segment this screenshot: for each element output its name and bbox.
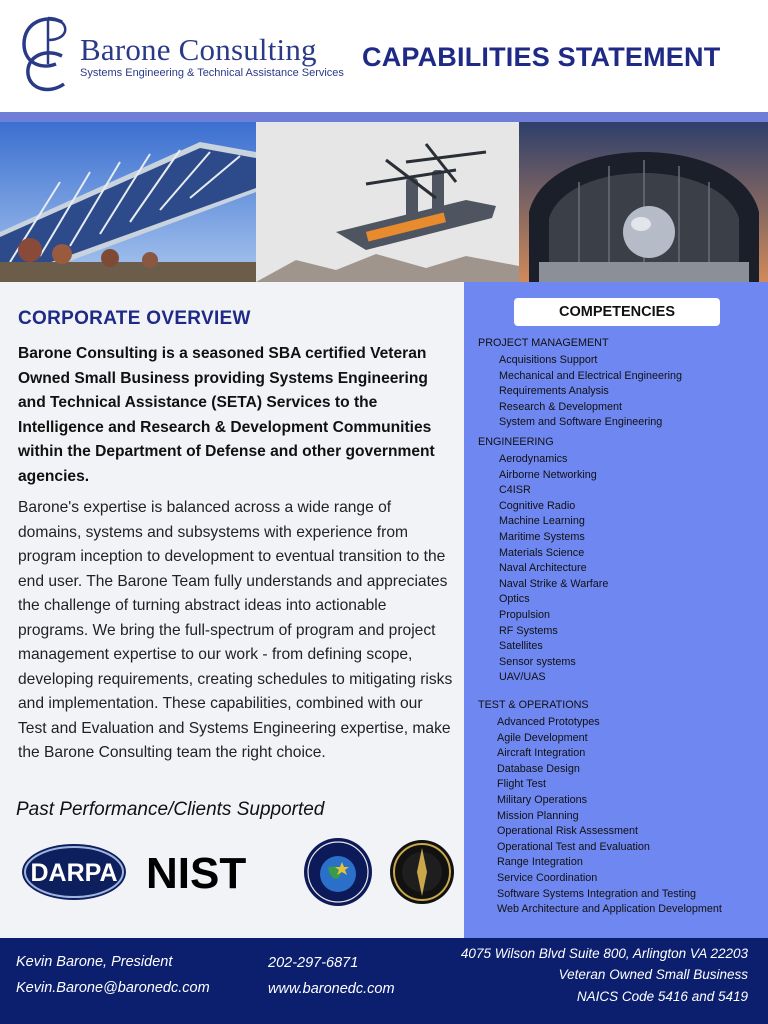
list-item: Naval Strike & Warfare xyxy=(499,577,609,590)
list-item: Satellites xyxy=(499,640,543,653)
intelligence-council-seal xyxy=(304,838,372,906)
list-item: Research & Development xyxy=(499,400,623,413)
engineering-list xyxy=(499,452,608,686)
brand-tagline: Systems Engineering & Technical Assistance Services xyxy=(80,67,344,79)
overview-heading: CORPORATE OVERVIEW xyxy=(18,308,251,329)
list-item: Agile Development xyxy=(497,731,588,744)
list-item: Range Integration xyxy=(497,856,583,869)
list-item: Cognitive Radio xyxy=(499,499,576,512)
list-item: Materials Science xyxy=(499,546,585,559)
list-item: System and Software Engineering xyxy=(499,416,663,429)
list-item: Maritime Systems xyxy=(499,530,585,543)
contact-phone: 202-297-6871 xyxy=(268,955,359,971)
list-item: Optics xyxy=(499,593,530,606)
header xyxy=(0,0,768,112)
list-item: Software Systems Integration and Testing xyxy=(497,887,697,900)
overview-lead-paragraph: Barone Consulting is a seasoned SBA certified Veteran Owned Small Business providing Systems Engineering and Technical Assistance (SETA) Services to the Intelligence and Research & Development Communities within the Department of Defense and other government agencies. xyxy=(18,345,435,485)
list-item: Machine Learning xyxy=(499,515,585,528)
footer xyxy=(0,938,768,1024)
brand-name: Barone Consulting xyxy=(80,32,317,67)
photo-strip xyxy=(0,122,768,282)
hangar-photo xyxy=(519,122,768,282)
list-item: Mechanical and Electrical Engineering xyxy=(499,369,683,382)
barone-logo-icon xyxy=(18,12,78,94)
tiltrotor-aircraft-photo xyxy=(256,122,519,282)
darpa-logo-text: DARPA xyxy=(30,859,118,887)
competencies-heading: COMPETENCIES xyxy=(514,298,720,326)
project-management-list xyxy=(499,353,682,431)
contact-email-link[interactable]: Kevin.Barone@baronedc.com xyxy=(16,980,210,996)
list-item: Propulsion xyxy=(499,608,551,621)
list-item: Mission Planning xyxy=(497,809,579,822)
list-item: Requirements Analysis xyxy=(499,385,609,398)
past-performance-heading: Past Performance/Clients Supported xyxy=(16,799,325,820)
list-item: Sensor systems xyxy=(499,655,576,668)
overview-body-paragraph: Barone's expertise is balanced across a wide range of domains, systems and subsystems with experience from program inception to development to eventual transition to the end user. The Barone Team fully understands and appreciates the challenge of turning abstract ideas into actionable programs. We bring the full-spectrum of program and project management expertise to our work - from defining scope, developing requirements, creating schedules to mitigating risks and implementation. These capabilities, combined with our Test and Evaluation and Systems Engineering expertise, make the Barone Consulting team the right choice. xyxy=(18,499,453,761)
special-operations-seal xyxy=(390,840,454,904)
list-item: Operational Risk Assessment xyxy=(497,825,639,838)
list-item: Acquisitions Support xyxy=(499,354,598,366)
page-title: CAPABILITIES STATEMENT xyxy=(362,42,721,72)
website-link[interactable]: www.baronedc.com xyxy=(268,981,395,997)
list-item: C4ISR xyxy=(499,484,531,497)
list-item: Military Operations xyxy=(497,793,588,806)
list-item: UAV/UAS xyxy=(499,671,546,684)
list-item: Flight Test xyxy=(497,778,547,791)
contact-name: Kevin Barone, President xyxy=(16,954,173,970)
list-item: Web Architecture and Application Development xyxy=(497,903,722,916)
nist-logo xyxy=(146,849,246,898)
category-test-operations: TEST & OPERATIONS xyxy=(478,699,589,711)
corporate-overview-panel xyxy=(0,282,464,938)
naics-codes: NAICS Code 5416 and 5419 xyxy=(576,989,748,1004)
list-item: Aerodynamics xyxy=(499,453,568,465)
list-item: Aircraft Integration xyxy=(497,747,586,760)
list-item: Advanced Prototypes xyxy=(497,716,600,728)
list-item: Naval Architecture xyxy=(499,562,587,575)
test-operations-list xyxy=(497,715,722,918)
darpa-logo xyxy=(22,844,126,900)
category-engineering: ENGINEERING xyxy=(478,436,554,448)
competencies-panel xyxy=(464,282,768,938)
nist-logo-text: NIST xyxy=(146,849,247,898)
company-address: 4075 Wilson Blvd Suite 800, Arlington VA 22203 xyxy=(460,946,748,961)
header-divider-bar xyxy=(0,112,768,122)
list-item: Airborne Networking xyxy=(499,468,597,481)
list-item: Database Design xyxy=(497,762,580,775)
category-project-management: PROJECT MANAGEMENT xyxy=(478,337,609,349)
list-item: RF Systems xyxy=(499,624,558,637)
list-item: Service Coordination xyxy=(497,871,598,884)
business-status: Veteran Owned Small Business xyxy=(558,967,748,982)
building-photo xyxy=(0,122,256,282)
client-logos xyxy=(16,834,456,914)
list-item: Operational Test and Evaluation xyxy=(497,840,650,853)
